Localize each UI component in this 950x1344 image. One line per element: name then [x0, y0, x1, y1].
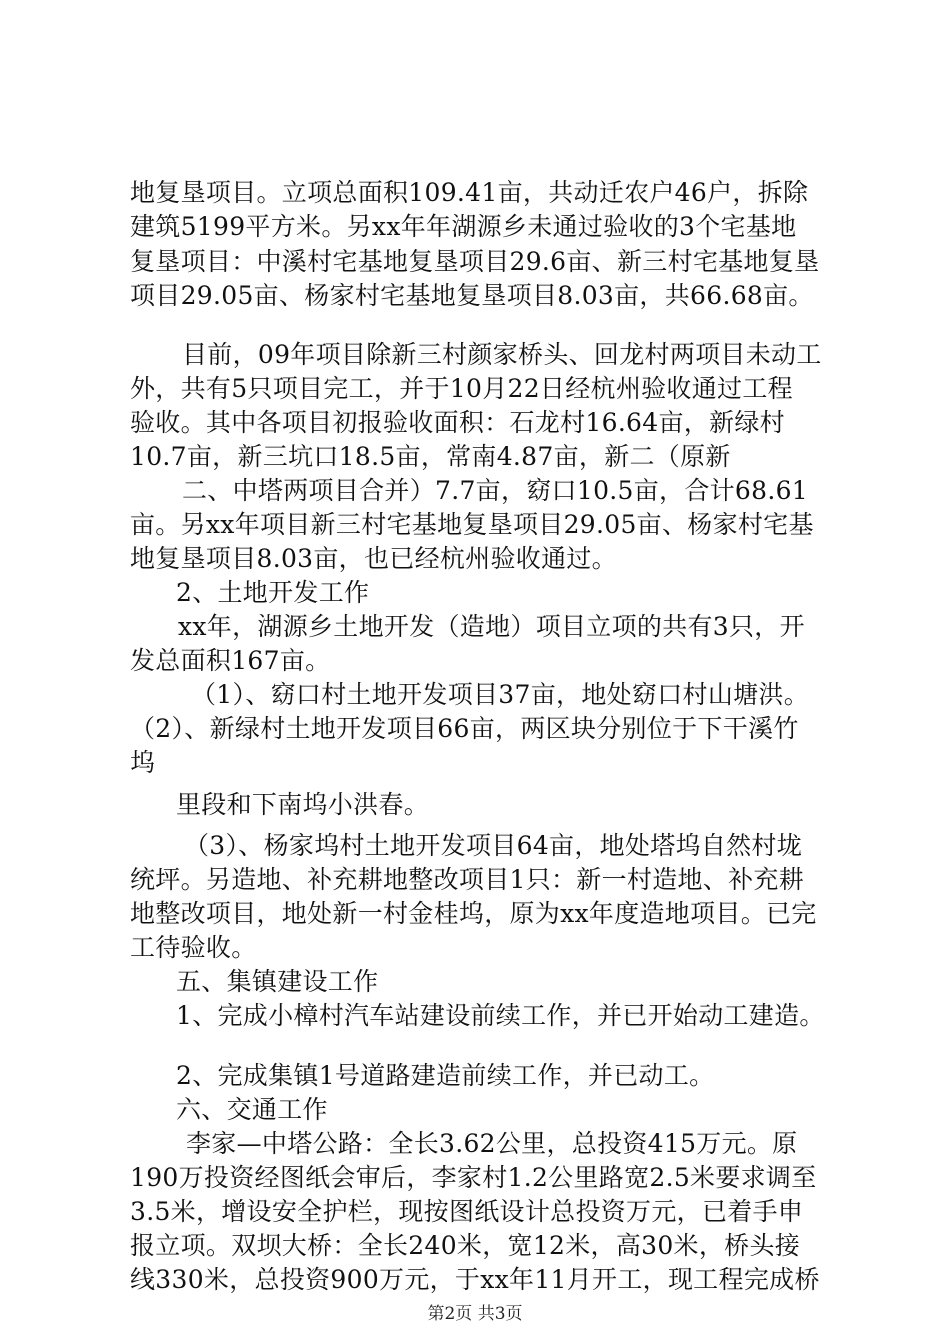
text-line: 2、完成集镇1号道路建造前续工作，并已动工。	[176, 1061, 715, 1090]
page-footer	[0, 1303, 950, 1325]
text-line: 线330米，总投资900万元，于xx年11月开工，现工程完成桥	[130, 1265, 820, 1294]
section-heading: 五、集镇建设工作	[176, 967, 379, 996]
text-line: 验收。其中各项目初报验收面积：石龙村16.64亩，新绿村	[130, 408, 785, 437]
text-line: 地复垦项目。立项总面积109.41亩，共动迁农户46户，拆除	[130, 178, 809, 207]
text-line: 发总面积167亩。	[130, 646, 331, 675]
text-line: 建筑5199平方米。另xx年年湖源乡未通过验收的3个宅基地	[130, 212, 797, 241]
text-line: 3.5米，增设安全护栏，现按图纸设计总投资万元，已着手申	[130, 1197, 804, 1226]
text-line: 10.7亩，新三坑口18.5亩，常南4.87亩，新二（原新	[130, 442, 731, 471]
text-line: （1）、窈口村土地开发项目37亩，地处窈口村山塘洪。	[191, 680, 810, 709]
text-line: 复垦项目：中溪村宅基地复垦项目29.6亩、新三村宅基地复垦	[130, 247, 820, 276]
text-line: （3）、杨家坞村土地开发项目64亩，地处塔坞自然村垅	[184, 831, 803, 860]
text-line: 地复垦项目8.03亩，也已经杭州验收通过。	[130, 544, 617, 573]
text-line: 项目29.05亩、杨家村宅基地复垦项目8.03亩，共66.68亩。	[130, 281, 814, 310]
text-line: 工待验收。	[130, 933, 257, 962]
text-line: 目前，09年项目除新三村颜家桥头、回龙村两项目未动工	[182, 340, 822, 369]
text-line: 坞	[130, 748, 156, 777]
section-heading: 六、交通工作	[176, 1095, 328, 1124]
text-line: 1、完成小樟村汽车站建设前续工作，并已开始动工建造。	[176, 1001, 825, 1030]
text-line: （2）、新绿村土地开发项目66亩，两区块分别位于下干溪竹	[130, 714, 799, 743]
text-line: 190万投资经图纸会审后，李家村1.2公里路宽2.5米要求调至	[130, 1163, 817, 1192]
text-line: 外，共有5只项目完工，并于10月22日经杭州验收通过工程	[130, 374, 793, 403]
page-number-label: 第2页 共3页	[427, 1304, 523, 1324]
text-line: xx年，湖源乡土地开发（造地）项目立项的共有3只，开	[178, 612, 805, 641]
section-heading: 2、土地开发工作	[176, 578, 370, 607]
text-line: 二、中塔两项目合并）7.7亩，窈口10.5亩，合计68.61	[182, 476, 808, 505]
text-line: 报立项。双坝大桥：全长240米，宽12米，高30米，桥头接	[130, 1231, 801, 1260]
text-line: 亩。另xx年项目新三村宅基地复垦项目29.05亩、杨家村宅基	[130, 510, 814, 539]
text-line: 里段和下南坞小洪春。	[176, 790, 430, 819]
text-line: 统坪。另造地、补充耕地整改项目1只：新一村造地、补充耕	[130, 865, 805, 894]
text-line: 李家—中塔公路：全长3.62公里，总投资415万元。原	[186, 1129, 798, 1158]
text-line: 地整改项目，地处新一村金桂坞，原为xx年度造地项目。已完	[130, 899, 817, 928]
